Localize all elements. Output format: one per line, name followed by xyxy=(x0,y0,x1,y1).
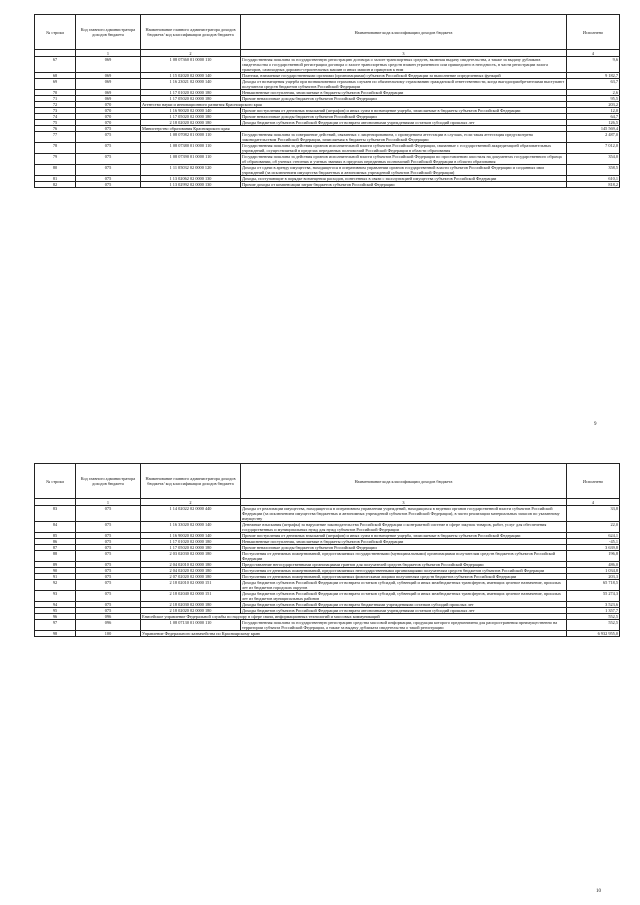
admin-code-cell: 096 xyxy=(76,614,141,620)
classification-code-cell: 1 08 07360 01 0000 110 xyxy=(141,57,241,73)
executed-value-cell: 1 034,8 xyxy=(567,568,620,574)
row-number-cell: 95 xyxy=(35,608,76,614)
column-number: 1 xyxy=(76,50,141,57)
classification-code-cell: 1 16 90020 02 0000 140 xyxy=(141,533,241,539)
column-number xyxy=(35,499,76,506)
executed-value-cell: 203,2 xyxy=(567,102,620,108)
admin-code-cell: 069 xyxy=(76,73,141,79)
code-name-cell: Поступления от денежных пожертвований, предоставляемых государственными (муниципальными) организациями получателям средств бюджетов субъектов Российской Федерации xyxy=(241,551,567,562)
table-row xyxy=(35,522,620,533)
table-row xyxy=(35,57,620,73)
executed-value-cell: 9 182,7 xyxy=(567,73,620,79)
admin-code-cell: 069 xyxy=(76,57,141,73)
code-name-cell: Прочие неналоговые доходы бюджетов субъектов Российской Федерации xyxy=(241,545,567,551)
classification-code-cell: 1 17 05020 02 0000 180 xyxy=(141,114,241,120)
classification-code-cell: 2 04 02010 02 0000 180 xyxy=(141,562,241,568)
admin-code-cell: 075 xyxy=(76,182,141,188)
classification-code-cell: 1 14 02022 02 0000 440 xyxy=(141,506,241,522)
page-number: 9 xyxy=(594,422,597,427)
code-name-cell: Прочие поступления от денежных взысканий (штрафов) и иных сумм в возмещение ущерба, зачисляемые в бюджеты субъектов Российской Федерации xyxy=(241,533,567,539)
row-number-cell: 97 xyxy=(35,620,76,631)
executed-value-cell: 65 718,5 xyxy=(567,580,620,591)
executed-value-cell: -45,1 xyxy=(567,539,620,545)
executed-value-cell: 55 274,3 xyxy=(567,591,620,602)
admin-code-cell: 075 xyxy=(76,602,141,608)
classification-code-cell: 1 17 05020 02 0000 180 xyxy=(141,96,241,102)
classification-code-cell: 1 08 07390 01 0000 110 xyxy=(141,154,241,165)
classification-code-cell: 1 13 02992 02 0000 130 xyxy=(141,182,241,188)
row-number-cell: 71 xyxy=(35,96,76,102)
executed-value-cell: 2,6 xyxy=(567,90,620,96)
admin-code-cell: 075 xyxy=(76,574,141,580)
code-name-cell: Прочие неналоговые доходы бюджетов субъектов Российской Федерации xyxy=(241,96,567,102)
administrator-name-cell: Енисейское управление Федеральной службы по надзору в сфере связи, информационных технологий и массовых коммуникаций xyxy=(141,614,567,620)
admin-code-cell: 075 xyxy=(76,608,141,614)
classification-code-cell: 2 03 02030 02 0000 180 xyxy=(141,551,241,562)
administrator-name-cell: Министерство образования Красноярского края xyxy=(141,126,567,132)
row-number-cell: 87 xyxy=(35,545,76,551)
admin-code-cell: 075 xyxy=(76,539,141,545)
admin-code-cell: 075 xyxy=(76,533,141,539)
administrator-name-cell: Агентство науки и инновационного развития Красноярского края xyxy=(141,102,567,108)
row-number-cell: 81 xyxy=(35,176,76,182)
code-name-cell: Доходы бюджетов субъектов Российской Федерации от возврата остатков субсидий, субвенций и иных межбюджетных трансфертов, имеющих целевое назначение, прошлых лет из бюджетов муниципальных районов xyxy=(241,591,567,602)
executed-value-cell: 552,5 xyxy=(567,620,620,631)
executed-value-cell: 552,5 xyxy=(567,614,620,620)
administrator-name-cell: Управление Федерального казначейства по Красноярскому краю xyxy=(141,631,567,637)
executed-value-cell: 486,0 xyxy=(567,562,620,568)
header-classification-code: Наименование главного администратора доходов бюджета/ код классификации доходов бюджета xyxy=(141,464,241,499)
table-body-page-1 xyxy=(35,57,620,188)
row-number-cell: 70 xyxy=(35,90,76,96)
table-row xyxy=(35,132,620,143)
code-name-cell: Доходы бюджетов субъектов Российской Федерации от возврата бюджетными учреждениями остатков субсидий прошлых лет xyxy=(241,602,567,608)
classification-code-cell: 2 18 02020 02 0000 180 xyxy=(141,120,241,126)
row-number-cell: 78 xyxy=(35,143,76,154)
admin-code-cell: 069 xyxy=(76,79,141,90)
classification-code-cell: 1 17 01020 02 0000 180 xyxy=(141,90,241,96)
executed-value-cell: 3 639,8 xyxy=(567,545,620,551)
code-name-cell: Доходы от реализации имущества, находящегося в оперативном управлении учреждений, находящихся в ведении органов государственной власти субъектов Российской Федерации (за исключением имущества бюджетных и автономных учреждений субъектов Российской Федерации), в части реализации материальных запасов по указанному имуществу xyxy=(241,506,567,522)
table-column-numbers-row xyxy=(35,499,620,506)
classification-code-cell: 1 17 05020 02 0000 180 xyxy=(141,545,241,551)
code-name-cell: Государственная пошлина за действия органов исполнительной власти субъектов Российской Федерации по проставлению апостиля на документах государственного образца об образовании, об ученых степенях и ученых званиях в пределах переданных полномочий Российской Федерации в области образования xyxy=(241,154,567,165)
code-name-cell: Доходы бюджетов субъектов Российской Федерации от возврата автономными учреждениями остатков субсидий прошлых лет xyxy=(241,120,567,126)
classification-code-cell: 2 07 02020 02 0000 180 xyxy=(141,574,241,580)
executed-value-cell: 196,8 xyxy=(567,551,620,562)
executed-value-cell: 1 357,7 xyxy=(567,608,620,614)
row-number-cell: 83 xyxy=(35,506,76,522)
admin-code-cell: 070 xyxy=(76,102,141,108)
executed-value-cell: 610,1 xyxy=(567,176,620,182)
admin-code-cell: 075 xyxy=(76,545,141,551)
executed-value-cell: 95,5 xyxy=(567,96,620,102)
admin-code-cell: 069 xyxy=(76,96,141,102)
table-column-numbers-row xyxy=(35,50,620,57)
row-number-cell: 72 xyxy=(35,102,76,108)
table-body-page-2 xyxy=(35,506,620,637)
admin-code-cell: 075 xyxy=(76,591,141,602)
table-row xyxy=(35,551,620,562)
code-name-cell: Поступления от денежных пожертвований, предоставляемых физическими лицами получателям средств бюджетов субъектов Российской Федерации xyxy=(241,574,567,580)
executed-value-cell: 7 012,0 xyxy=(567,143,620,154)
row-number-cell: 76 xyxy=(35,126,76,132)
code-name-cell: Доходы бюджетов субъектов Российской Федерации от возврата остатков субсидий, субвенций и иных межбюджетных трансфертов, имеющих целевое назначение, прошлых лет из бюджетов городских округов xyxy=(241,580,567,591)
code-name-cell: Доходы, поступающие в порядке возмещения расходов, понесенных в связи с эксплуатацией имущества субъектов Российской Федерации xyxy=(241,176,567,182)
code-name-cell: Прочие поступления от денежных взысканий (штрафов) и иных сумм в возмещение ущерба, зачисляемые в бюджеты субъектов Российской Федерации xyxy=(241,108,567,114)
row-number-cell: 84 xyxy=(35,522,76,533)
table-row xyxy=(35,631,620,637)
column-number xyxy=(35,50,76,57)
row-number-cell: 86 xyxy=(35,539,76,545)
row-number-cell: 94 xyxy=(35,602,76,608)
page-number: 10 xyxy=(596,889,601,894)
code-name-cell: Доходы бюджетов субъектов Российской Федерации от возврата автономными учреждениями остатков субсидий прошлых лет xyxy=(241,608,567,614)
classification-code-cell: 1 08 07130 01 0000 110 xyxy=(141,620,241,631)
header-classification-code: Наименование главного администратора доходов бюджета/ код классификации доходов бюджета xyxy=(141,15,241,50)
statement-page-1 xyxy=(34,14,618,427)
code-name-cell: Государственная пошлина за совершение действий, связанных с лицензированием, с проведением аттестации в случаях, если такая аттестация предусмотрена законодательством Российской Федерации, зачисляемая в бюджеты субъектов Российской Федерации xyxy=(241,132,567,143)
executed-value-cell: 9,6 xyxy=(567,57,620,73)
admin-code-cell: 070 xyxy=(76,114,141,120)
executed-value-cell: 33,8 xyxy=(567,506,620,522)
table-header-row xyxy=(35,464,620,499)
admin-code-cell: 075 xyxy=(76,126,141,132)
table-row xyxy=(35,620,620,631)
row-number-cell: 98 xyxy=(35,631,76,637)
row-number-cell: 93 xyxy=(35,591,76,602)
admin-code-cell: 075 xyxy=(76,132,141,143)
revenue-table-page-2 xyxy=(34,463,620,637)
column-number: 2 xyxy=(141,499,241,506)
code-name-cell: Доходы от сдачи в аренду имущества, находящегося в оперативном управлении органов государственной власти субъектов Российской Федерации и созданных ими учреждений (за исключением имущества бюджетных и автономных учреждений субъектов Российской Федерации) xyxy=(241,165,567,176)
header-row-number: № строки xyxy=(35,464,76,499)
classification-code-cell: 1 15 02020 02 0000 140 xyxy=(141,73,241,79)
admin-code-cell: 070 xyxy=(76,108,141,114)
admin-code-cell: 075 xyxy=(76,176,141,182)
statement-page-2 xyxy=(34,463,618,894)
header-row-number: № строки xyxy=(35,15,76,50)
classification-code-cell: 1 08 07380 01 0000 110 xyxy=(141,143,241,154)
row-number-cell: 96 xyxy=(35,614,76,620)
executed-value-cell: 354,0 xyxy=(567,154,620,165)
row-number-cell: 80 xyxy=(35,165,76,176)
admin-code-cell: 075 xyxy=(76,506,141,522)
row-number-cell: 90 xyxy=(35,568,76,574)
admin-code-cell: 070 xyxy=(76,120,141,126)
header-code-name: Наименование кода классификации доходов бюджета xyxy=(241,464,567,499)
row-number-cell: 92 xyxy=(35,580,76,591)
executed-value-cell: 624,1 xyxy=(567,533,620,539)
classification-code-cell: 1 16 90020 02 0000 140 xyxy=(141,108,241,114)
column-number: 3 xyxy=(241,499,567,506)
row-number-cell: 77 xyxy=(35,132,76,143)
admin-code-cell: 100 xyxy=(76,631,141,637)
row-number-cell: 91 xyxy=(35,574,76,580)
row-number-cell: 85 xyxy=(35,533,76,539)
code-name-cell: Предоставление негосударственными организациями грантов для получателей средств бюджетов субъектов Российской Федерации xyxy=(241,562,567,568)
executed-value-cell: 6 932 955,0 xyxy=(567,631,620,637)
classification-code-cell: 1 17 01020 02 0000 180 xyxy=(141,539,241,545)
column-number: 4 xyxy=(567,499,620,506)
row-number-cell: 67 xyxy=(35,57,76,73)
table-row xyxy=(35,506,620,522)
executed-value-cell: 12,0 xyxy=(567,108,620,114)
header-executed: Исполнено xyxy=(567,15,620,50)
code-name-cell: Невыясненные поступления, зачисляемые в бюджеты субъектов Российской Федерации xyxy=(241,539,567,545)
code-name-cell: Поступления от денежных пожертвований, предоставляемых негосударственными организациями получателям средств бюджетов субъектов Российской Федерации xyxy=(241,568,567,574)
column-number: 4 xyxy=(567,50,620,57)
row-number-cell: 74 xyxy=(35,114,76,120)
admin-code-cell: 075 xyxy=(76,580,141,591)
header-executed: Исполнено xyxy=(567,464,620,499)
executed-value-cell: 22,0 xyxy=(567,522,620,533)
classification-code-cell: 1 08 07082 01 0000 110 xyxy=(141,132,241,143)
classification-code-cell: 1 16 33020 02 0000 140 xyxy=(141,522,241,533)
code-name-cell: Прочие доходы от компенсации затрат бюджетов субъектов Российской Федерации xyxy=(241,182,567,188)
row-number-cell: 88 xyxy=(35,551,76,562)
classification-code-cell: 1 16 23021 02 0000 140 xyxy=(141,79,241,90)
admin-code-cell: 075 xyxy=(76,551,141,562)
admin-code-cell: 075 xyxy=(76,568,141,574)
executed-value-cell: 63,7 xyxy=(567,79,620,90)
executed-value-cell: 2 487,0 xyxy=(567,132,620,143)
executed-value-cell: 3 523,6 xyxy=(567,602,620,608)
code-name-cell: Государственная пошлина за действия органов исполнительной власти субъектов Российской Федерации, связанные с государственной аккредитацией образовательных учреждений, осуществляемой в пределах переданных полномочий Российской Федерации в области образования xyxy=(241,143,567,154)
executed-value-cell: 126,5 xyxy=(567,120,620,126)
admin-code-cell: 096 xyxy=(76,620,141,631)
row-number-cell: 68 xyxy=(35,73,76,79)
revenue-table-page-1 xyxy=(34,14,620,188)
row-number-cell: 69 xyxy=(35,79,76,90)
code-name-cell: Доходы от возмещения ущерба при возникновении страховых случаев по обязательному страхованию гражданской ответственности, когда выгодоприобретателями выступают получатели средств бюджетов субъектов Российской Федерации xyxy=(241,79,567,90)
row-number-cell: 75 xyxy=(35,120,76,126)
classification-code-cell: 2 18 02010 02 0000 151 xyxy=(141,580,241,591)
classification-code-cell: 2 18 02030 02 0000 180 xyxy=(141,602,241,608)
table-row xyxy=(35,154,620,165)
column-number: 1 xyxy=(76,499,141,506)
header-code-name: Наименование кода классификации доходов бюджета xyxy=(241,15,567,50)
executed-value-cell: 358,5 xyxy=(567,165,620,176)
classification-code-cell: 1 11 05032 02 0000 120 xyxy=(141,165,241,176)
table-row xyxy=(35,143,620,154)
admin-code-cell: 075 xyxy=(76,154,141,165)
row-number-cell: 89 xyxy=(35,562,76,568)
table-row xyxy=(35,79,620,90)
admin-code-cell: 075 xyxy=(76,165,141,176)
code-name-cell: Государственная пошлина за государственную регистрацию договора о залоге транспортных средств, включая выдачу свидетельства, а также за выдачу дубликата свидетельства о государственной регистрации договора о залоге транспортных средств взамен утраченного или пришедшего в негодность, в части регистрации залога тракторов, самоходных дорожно-строительных машин и иных машин и прицепов к ним xyxy=(241,57,567,73)
table-row xyxy=(35,580,620,591)
executed-value-cell: 145 569,4 xyxy=(567,126,620,132)
column-number: 3 xyxy=(241,50,567,57)
code-name-cell: Государственная пошлина за государственную регистрацию средства массовой информации, продукция которого предназначена для распространения преимущественно на территории субъекта Российской Федерации, а также за выдачу дубликата свидетельства о такой регистрации xyxy=(241,620,567,631)
table-row xyxy=(35,165,620,176)
code-name-cell: Невыясненные поступления, зачисляемые в бюджеты субъектов Российской Федерации xyxy=(241,90,567,96)
classification-code-cell: 1 13 02062 02 0000 130 xyxy=(141,176,241,182)
admin-code-cell: 075 xyxy=(76,522,141,533)
code-name-cell: Платежи, взимаемые государственными органами (организациями) субъектов Российской Федерации за выполнение определенных функций xyxy=(241,73,567,79)
executed-value-cell: 64,7 xyxy=(567,114,620,120)
table-row xyxy=(35,591,620,602)
table-header-row xyxy=(35,15,620,50)
table-row xyxy=(35,182,620,188)
classification-code-cell: 2 04 02020 02 0000 180 xyxy=(141,568,241,574)
admin-code-cell: 075 xyxy=(76,143,141,154)
admin-code-cell: 075 xyxy=(76,562,141,568)
classification-code-cell: 2 18 02020 02 0000 180 xyxy=(141,608,241,614)
row-number-cell: 82 xyxy=(35,182,76,188)
header-admin-code: Код главного администратора доходов бюджета xyxy=(76,464,141,499)
executed-value-cell: 203,3 xyxy=(567,574,620,580)
row-number-cell: 79 xyxy=(35,154,76,165)
code-name-cell: Денежные взыскания (штрафы) за нарушение законодательства Российской Федерации о контрактной системе в сфере закупок товаров, работ, услуг для обеспечения государственных и муниципальных нужд для нужд субъектов Российской Федерации xyxy=(241,522,567,533)
classification-code-cell: 2 18 02040 02 0000 151 xyxy=(141,591,241,602)
header-admin-code: Код главного администратора доходов бюджета xyxy=(76,15,141,50)
executed-value-cell: 818,2 xyxy=(567,182,620,188)
row-number-cell: 73 xyxy=(35,108,76,114)
code-name-cell: Прочие неналоговые доходы бюджетов субъектов Российской Федерации xyxy=(241,114,567,120)
column-number: 2 xyxy=(141,50,241,57)
admin-code-cell: 069 xyxy=(76,90,141,96)
